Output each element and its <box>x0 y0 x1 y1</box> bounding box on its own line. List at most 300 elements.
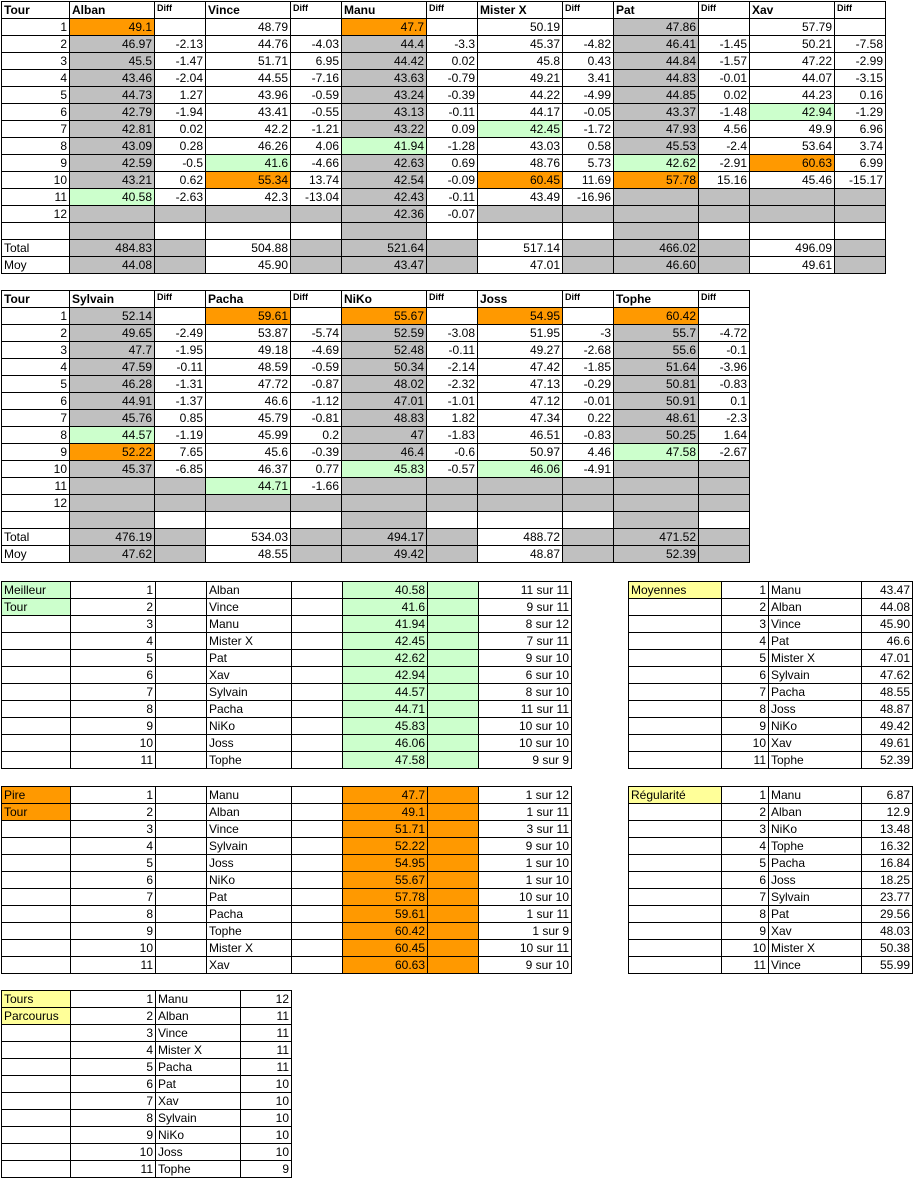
empty-cell <box>292 838 343 855</box>
empty-cell <box>428 633 479 650</box>
empty-cell <box>156 923 207 940</box>
lap-of-total: 8 sur 12 <box>479 616 572 633</box>
lap-number: 9 <box>2 155 70 172</box>
lap-diff: -4.72 <box>699 325 750 342</box>
empty-cell <box>563 529 614 546</box>
lap-diff: 3.74 <box>835 138 886 155</box>
lap-time: 60.63 <box>343 957 428 974</box>
regularity-ranking <box>628 786 913 974</box>
empty-cell <box>156 701 207 718</box>
lap-time: 46.26 <box>206 138 291 155</box>
rank: 6 <box>71 872 156 889</box>
table-row <box>629 787 913 804</box>
lap-diff: -1.45 <box>699 36 750 53</box>
lap-time: 41.6 <box>206 155 291 172</box>
lap-time: 46.51 <box>478 427 563 444</box>
lap-diff: -1.57 <box>699 53 750 70</box>
lap-diff: 7.65 <box>155 444 206 461</box>
empty-cell <box>156 889 207 906</box>
player-name: Pacha <box>156 1059 241 1076</box>
lap-diff: -3 <box>563 325 614 342</box>
lap-diff: 0.28 <box>155 138 206 155</box>
empty-cell <box>2 872 71 889</box>
lap-diff: 0.09 <box>427 121 478 138</box>
lap-time: 44.85 <box>614 87 699 104</box>
table-row <box>2 838 572 855</box>
rank: 2 <box>722 599 769 616</box>
table-row <box>2 121 886 138</box>
rank: 7 <box>722 889 769 906</box>
lap-number: 2 <box>2 325 70 342</box>
lap-of-total: 10 sur 10 <box>479 735 572 752</box>
lap-number: 6 <box>2 104 70 121</box>
total-value: 504.88 <box>206 240 291 257</box>
moy-value: 44.08 <box>70 257 155 274</box>
average-ranking <box>628 581 913 769</box>
lap-diff: -1.28 <box>427 138 478 155</box>
empty-cell <box>2 906 71 923</box>
value: 48.87 <box>862 701 913 718</box>
lap-time <box>478 206 563 223</box>
empty-cell <box>2 684 71 701</box>
lap-diff <box>699 19 750 36</box>
empty-cell <box>2 1161 71 1178</box>
lap-diff: -1.29 <box>835 104 886 121</box>
player-name: Sylvain <box>769 889 862 906</box>
player-name: Sylvain <box>207 684 292 701</box>
lap-of-total: 9 sur 9 <box>479 752 572 769</box>
lap-time <box>614 206 699 223</box>
lap-time: 42.3 <box>206 189 291 206</box>
table-row <box>629 633 913 650</box>
value: 13.48 <box>862 821 913 838</box>
lap-time: 42.79 <box>70 104 155 121</box>
player-name: Sylvain <box>207 838 292 855</box>
lap-time: 45.79 <box>206 410 291 427</box>
table-row <box>2 650 572 667</box>
spacer <box>342 223 427 240</box>
moy-value: 52.39 <box>614 546 699 563</box>
lap-diff: 0.77 <box>291 461 342 478</box>
table-row <box>629 616 913 633</box>
lap-time: 44.23 <box>750 87 835 104</box>
section-label: Tour <box>2 599 71 616</box>
empty-cell <box>292 650 343 667</box>
empty-cell <box>428 735 479 752</box>
rank: 1 <box>71 991 156 1008</box>
player-name: Pat <box>207 650 292 667</box>
lap-time <box>750 189 835 206</box>
spacer <box>478 223 563 240</box>
lap-diff: 0.43 <box>563 53 614 70</box>
lap-diff: 13.74 <box>291 172 342 189</box>
value: 52.39 <box>862 752 913 769</box>
spacer <box>206 512 291 529</box>
empty-cell <box>629 599 722 616</box>
lap-time: 46.4 <box>342 444 427 461</box>
lap-diff: -1.47 <box>155 53 206 70</box>
table-row <box>2 991 292 1008</box>
player-name: Mister X <box>769 940 862 957</box>
player-name: Xav <box>207 957 292 974</box>
empty-cell <box>156 582 207 599</box>
lap-of-total: 1 sur 10 <box>479 855 572 872</box>
lap-time: 48.79 <box>206 19 291 36</box>
player-name: NiKo <box>207 872 292 889</box>
empty-cell <box>156 752 207 769</box>
rank: 7 <box>71 889 156 906</box>
lap-diff: -7.58 <box>835 36 886 53</box>
spacer <box>70 512 155 529</box>
lap-time: 47.7 <box>342 19 427 36</box>
value: 10 <box>241 1144 292 1161</box>
rank: 2 <box>71 599 156 616</box>
table-row <box>2 70 886 87</box>
table-row <box>2 478 750 495</box>
lap-time: 45.99 <box>206 427 291 444</box>
lap-diff <box>835 19 886 36</box>
table-row <box>2 444 750 461</box>
player-name: Joss <box>207 735 292 752</box>
player-name: Pacha <box>207 906 292 923</box>
total-value: 534.03 <box>206 529 291 546</box>
spacer-row <box>2 223 886 240</box>
empty-cell <box>156 906 207 923</box>
lap-diff <box>427 308 478 325</box>
player-name: Xav <box>156 1093 241 1110</box>
empty-cell <box>155 240 206 257</box>
player-name: Joss <box>769 701 862 718</box>
value: 16.84 <box>862 855 913 872</box>
lap-time: 45.76 <box>70 410 155 427</box>
lap-time: 49.1 <box>343 804 428 821</box>
table-row <box>2 889 572 906</box>
player-name: Vince <box>207 599 292 616</box>
lap-diff: -16.96 <box>563 189 614 206</box>
lap-diff: -0.39 <box>427 87 478 104</box>
lap-time: 42.62 <box>614 155 699 172</box>
empty-cell <box>156 599 207 616</box>
moy-value: 47.01 <box>478 257 563 274</box>
empty-cell <box>699 546 750 563</box>
empty-cell <box>292 804 343 821</box>
total-row <box>2 529 750 546</box>
table-row <box>629 889 913 906</box>
lap-diff: 4.06 <box>291 138 342 155</box>
lap-time <box>206 206 291 223</box>
lap-time: 46.37 <box>206 461 291 478</box>
table-row <box>629 906 913 923</box>
total-label: Total <box>2 240 70 257</box>
table-row <box>2 19 886 36</box>
empty-cell <box>629 821 722 838</box>
lap-diff <box>427 495 478 512</box>
section-label: Meilleur <box>2 582 71 599</box>
empty-cell <box>2 718 71 735</box>
ranking-table <box>628 581 913 769</box>
lap-time: 51.71 <box>206 53 291 70</box>
empty-cell <box>156 940 207 957</box>
empty-cell <box>156 838 207 855</box>
lap-diff <box>563 478 614 495</box>
lap-of-total: 6 sur 10 <box>479 667 572 684</box>
lap-time: 43.96 <box>206 87 291 104</box>
lap-diff <box>699 308 750 325</box>
empty-cell <box>2 1059 71 1076</box>
empty-cell <box>156 633 207 650</box>
lap-time: 47.13 <box>478 376 563 393</box>
ranking-table <box>1 581 572 769</box>
lap-time: 44.71 <box>343 701 428 718</box>
empty-cell <box>699 529 750 546</box>
table-row <box>2 787 572 804</box>
diff-header: Diff <box>427 291 478 308</box>
lap-time: 50.25 <box>614 427 699 444</box>
empty-cell <box>155 529 206 546</box>
rank: 2 <box>722 804 769 821</box>
player-name: Pacha <box>769 684 862 701</box>
lap-time: 47.34 <box>478 410 563 427</box>
rank: 4 <box>71 633 156 650</box>
empty-cell <box>2 1093 71 1110</box>
table-row <box>629 735 913 752</box>
table-row <box>2 923 572 940</box>
rank: 9 <box>71 1127 156 1144</box>
lap-number: 4 <box>2 359 70 376</box>
section-label: Parcourus <box>2 1008 71 1025</box>
table-row <box>629 667 913 684</box>
value: 50.38 <box>862 940 913 957</box>
lap-of-total: 10 sur 10 <box>479 718 572 735</box>
empty-cell <box>629 633 722 650</box>
lap-number: 1 <box>2 308 70 325</box>
lap-diff <box>699 478 750 495</box>
lap-diff: -0.59 <box>291 359 342 376</box>
lap-diff: -2.91 <box>699 155 750 172</box>
rank: 4 <box>722 633 769 650</box>
empty-cell <box>629 889 722 906</box>
lap-time: 49.21 <box>478 70 563 87</box>
empty-cell <box>629 718 722 735</box>
lap-time: 48.59 <box>206 359 291 376</box>
lap-time <box>342 495 427 512</box>
empty-cell <box>428 940 479 957</box>
lap-diff: -0.6 <box>427 444 478 461</box>
rank: 7 <box>722 684 769 701</box>
rank: 9 <box>722 718 769 735</box>
empty-cell <box>427 529 478 546</box>
table-row <box>2 821 572 838</box>
empty-cell <box>292 923 343 940</box>
lap-of-total: 1 sur 12 <box>479 787 572 804</box>
lap-diff: -1.12 <box>291 393 342 410</box>
lap-time: 46.97 <box>70 36 155 53</box>
lap-time <box>750 206 835 223</box>
lap-number: 11 <box>2 189 70 206</box>
lap-time: 50.97 <box>478 444 563 461</box>
lap-time: 43.09 <box>70 138 155 155</box>
lap-diff <box>291 206 342 223</box>
lap-diff: -1.37 <box>155 393 206 410</box>
lap-number: 4 <box>2 70 70 87</box>
player-header: Xav <box>750 2 835 19</box>
moy-value: 49.42 <box>342 546 427 563</box>
lap-diff: -0.1 <box>699 342 750 359</box>
lap-number: 7 <box>2 410 70 427</box>
table-row <box>2 376 750 393</box>
lap-diff: -2.49 <box>155 325 206 342</box>
lap-of-total: 10 sur 10 <box>479 889 572 906</box>
table-row <box>2 206 886 223</box>
lap-diff: -1.83 <box>427 427 478 444</box>
lap-time: 47.01 <box>342 393 427 410</box>
empty-cell <box>428 821 479 838</box>
value: 46.6 <box>862 633 913 650</box>
lap-diff: 1.82 <box>427 410 478 427</box>
lap-time: 47 <box>342 427 427 444</box>
rank: 4 <box>71 838 156 855</box>
lap-diff: 5.73 <box>563 155 614 172</box>
empty-cell <box>2 1110 71 1127</box>
empty-cell <box>2 923 71 940</box>
player-header: NiKo <box>342 291 427 308</box>
diff-header: Diff <box>291 291 342 308</box>
empty-cell <box>2 957 71 974</box>
empty-cell <box>2 1076 71 1093</box>
empty-cell <box>629 684 722 701</box>
empty-cell <box>629 957 722 974</box>
spacer <box>699 223 750 240</box>
lap-of-total: 9 sur 10 <box>479 957 572 974</box>
worst-lap-ranking <box>1 786 572 974</box>
player-header: Joss <box>478 291 563 308</box>
lap-time: 44.71 <box>206 478 291 495</box>
lap-diff: -15.17 <box>835 172 886 189</box>
lap-diff <box>155 19 206 36</box>
spacer <box>614 512 699 529</box>
lap-time: 43.24 <box>342 87 427 104</box>
spacer <box>206 223 291 240</box>
lap-diff: 4.46 <box>563 444 614 461</box>
lap-number: 3 <box>2 342 70 359</box>
lap-time: 44.22 <box>478 87 563 104</box>
total-value: 496.09 <box>750 240 835 257</box>
rank: 10 <box>722 940 769 957</box>
lap-number: 8 <box>2 138 70 155</box>
table-row <box>2 87 886 104</box>
table-row <box>2 53 886 70</box>
empty-cell <box>428 957 479 974</box>
spacer <box>155 512 206 529</box>
lap-time: 45.83 <box>342 461 427 478</box>
empty-cell <box>629 838 722 855</box>
player-name: Manu <box>156 991 241 1008</box>
lap-diff: -0.83 <box>699 376 750 393</box>
lap-diff: -2.04 <box>155 70 206 87</box>
empty-cell <box>156 718 207 735</box>
empty-cell <box>428 684 479 701</box>
diff-header: Diff <box>835 2 886 19</box>
player-name: Vince <box>769 616 862 633</box>
lap-time: 43.22 <box>342 121 427 138</box>
lap-diff: -4.69 <box>291 342 342 359</box>
empty-cell <box>699 240 750 257</box>
empty-cell <box>428 616 479 633</box>
lap-time: 49.65 <box>70 325 155 342</box>
lap-time: 46.06 <box>343 735 428 752</box>
lap-diff <box>699 206 750 223</box>
lap-time: 54.95 <box>478 308 563 325</box>
lap-diff: -1.66 <box>291 478 342 495</box>
empty-cell <box>629 804 722 821</box>
value: 11 <box>241 1008 292 1025</box>
moy-value: 45.90 <box>206 257 291 274</box>
lap-diff <box>155 308 206 325</box>
lap-time <box>614 461 699 478</box>
lap-diff: -1.94 <box>155 104 206 121</box>
lap-time: 44.42 <box>342 53 427 70</box>
value: 11 <box>241 1059 292 1076</box>
table-row <box>2 701 572 718</box>
lap-time: 46.28 <box>70 376 155 393</box>
lap-time: 44.17 <box>478 104 563 121</box>
player-name: Xav <box>207 667 292 684</box>
rank: 3 <box>722 616 769 633</box>
player-name: NiKo <box>156 1127 241 1144</box>
lap-time: 40.58 <box>70 189 155 206</box>
lap-diff: -0.11 <box>427 342 478 359</box>
table-row <box>629 957 913 974</box>
player-header: Alban <box>70 2 155 19</box>
lap-diff: 4.56 <box>699 121 750 138</box>
value: 47.62 <box>862 667 913 684</box>
empty-cell <box>292 940 343 957</box>
lap-time: 44.76 <box>206 36 291 53</box>
lap-time: 52.14 <box>70 308 155 325</box>
rank: 8 <box>71 1110 156 1127</box>
lap-time: 47.7 <box>343 787 428 804</box>
lap-time: 49.27 <box>478 342 563 359</box>
value: 48.03 <box>862 923 913 940</box>
moy-row <box>2 546 750 563</box>
empty-cell <box>292 821 343 838</box>
player-name: Alban <box>769 599 862 616</box>
lap-of-total: 7 sur 11 <box>479 633 572 650</box>
empty-cell <box>156 616 207 633</box>
player-header: Vince <box>206 2 291 19</box>
table-row <box>2 599 572 616</box>
rank: 4 <box>71 1042 156 1059</box>
lap-time: 50.19 <box>478 19 563 36</box>
empty-cell <box>291 240 342 257</box>
lap-table-1 <box>1 1 886 274</box>
lap-diff: 6.96 <box>835 121 886 138</box>
empty-cell <box>292 957 343 974</box>
lap-time: 60.63 <box>750 155 835 172</box>
table-row <box>2 172 886 189</box>
empty-cell <box>629 701 722 718</box>
lap-time: 47.7 <box>70 342 155 359</box>
player-name: Pat <box>207 889 292 906</box>
table-row <box>2 735 572 752</box>
rank: 6 <box>722 872 769 889</box>
lap-of-total: 9 sur 10 <box>479 650 572 667</box>
value: 11 <box>241 1042 292 1059</box>
rank: 10 <box>722 735 769 752</box>
rank: 5 <box>722 650 769 667</box>
lap-diff: -2.99 <box>835 53 886 70</box>
lap-diff: -4.66 <box>291 155 342 172</box>
